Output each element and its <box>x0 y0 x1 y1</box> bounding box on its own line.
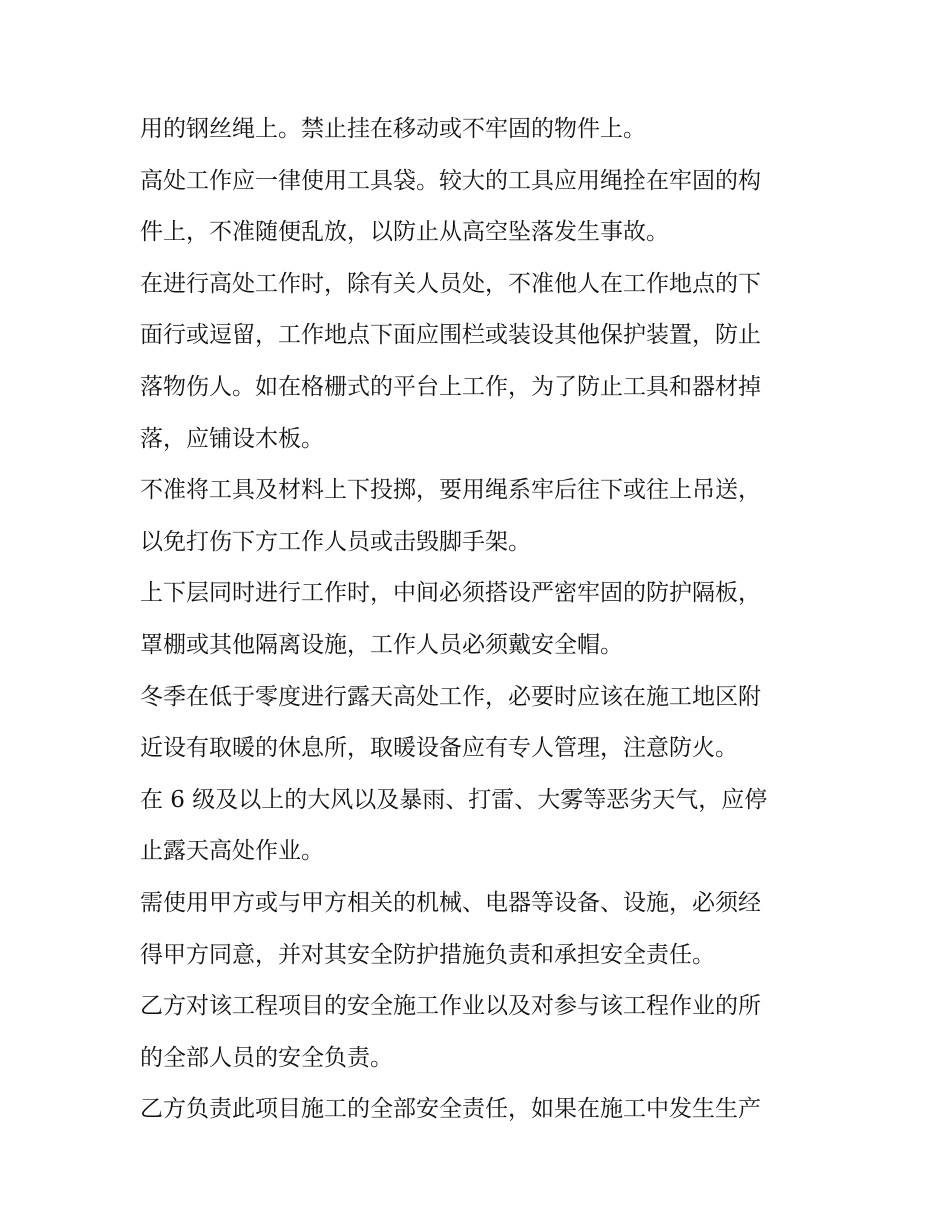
paragraph-5: 上下层同时进行工作时，中间必须搭设严密牢固的防护隔板， 罩棚或其他隔离设施，工作人员必须戴安全帽。 <box>140 580 761 658</box>
paragraph-2: 高处工作应一律使用工具袋。较大的工具应用绳拴在牢固的构 件上，不准随便乱放，以防止从高空坠落发生事故。 <box>140 167 761 246</box>
paragraph-8: 需使用甲方或与甲方相关的机械、电器等设备、设施，必须经 得甲方同意，并对其安全防护措施负责和承担安全责任。 <box>140 889 761 968</box>
paragraph-3: 在进行高处工作时，除有关人员处，不准他人在工作地点的下 面行或逗留，工作地点下面应围栏或装设其他保护装置，防止 落物伤人。如在格栅式的平台上工作，为了防止工具和器材掉 落，应铺设木板。 <box>140 270 761 452</box>
paragraph-4: 不准将工具及材料上下投掷，要用绳系牢后往下或往上吊送， 以免打伤下方工作人员或击毁脚手架。 <box>140 477 761 555</box>
paragraph-6: 冬季在低于零度进行露天高处工作，必要时应该在施工地区附 近设有取暖的休息所，取暖设备应有专人管理，注意防火。 <box>140 683 761 762</box>
paragraph-1: 用的钢丝绳上。禁止挂在移动或不牢固的物件上。 <box>140 116 646 142</box>
document-body <box>140 104 820 1136</box>
paragraph-7: 在 6 级及以上的大风以及暴雨、打雷、大雾等恶劣天气，应停 止露天高处作业。 <box>140 786 768 865</box>
paragraph-9: 乙方对该工程项目的安全施工作业以及对参与该工程作业的所 的全部人员的安全负责。 <box>140 993 761 1071</box>
paragraph-10: 乙方负责此项目施工的全部安全责任，如果在施工中发生生产 <box>140 1096 761 1123</box>
